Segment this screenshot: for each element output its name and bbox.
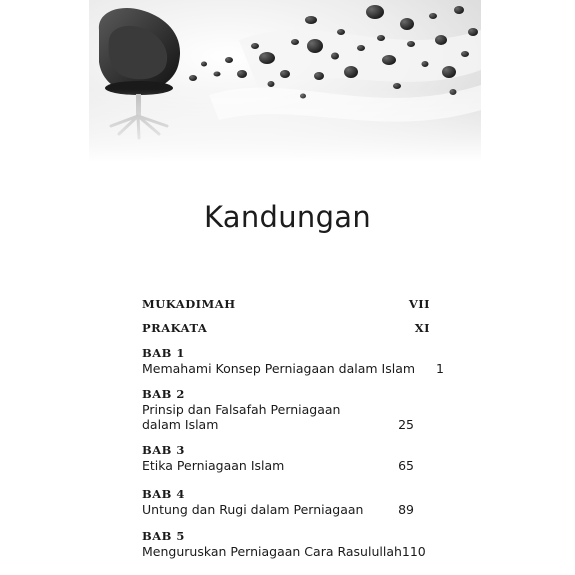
- chapter-title-line: Memahami Konsep Perniagaan dalam Islam: [142, 361, 416, 376]
- chapter-page: 89: [398, 502, 414, 517]
- chapter-title: [142, 458, 430, 473]
- chapter-label: BAB 4: [142, 487, 185, 501]
- toc-chapter-3: [142, 443, 430, 473]
- chapter-title: [142, 402, 430, 432]
- toc-entry-mukadimah: [142, 296, 430, 312]
- chapter-title-line: [142, 544, 430, 559]
- chapter-title-text: Menguruskan Perniagaan Cara Rasulullah: [142, 544, 402, 559]
- chapter-label: BAB 1: [142, 346, 185, 360]
- chapter-title-line: dalam Islam: [142, 417, 219, 432]
- chapter-page: 65: [398, 458, 414, 473]
- illustration-svg: [89, 0, 481, 162]
- table-of-contents: [142, 296, 442, 559]
- chair-petals-illustration: [89, 0, 481, 162]
- toc-entry-prakata: [142, 320, 430, 336]
- chapter-label: BAB 2: [142, 387, 185, 401]
- toc-chapter-5: [142, 529, 430, 559]
- chapter-title: [142, 544, 430, 559]
- chapter-title-line: Untung dan Rugi dalam Perniagaan: [142, 502, 364, 517]
- toc-chapter-2: [142, 387, 430, 432]
- chapter-page: 1: [436, 361, 444, 376]
- chapter-title-line: Prinsip dan Falsafah Perniagaan: [142, 402, 341, 417]
- chapter-title: [142, 361, 444, 376]
- chapter-page: 110: [401, 544, 426, 559]
- toc-entry-page: XI: [414, 321, 430, 335]
- chapter-title-line: Etika Perniagaan Islam: [142, 458, 285, 473]
- toc-entry-label: MUKADIMAH: [142, 297, 236, 311]
- chapter-label: BAB 5: [142, 529, 185, 543]
- toc-chapter-4: [142, 487, 430, 517]
- toc-entry-page: VII: [408, 297, 430, 311]
- toc-chapter-1: [142, 346, 444, 376]
- chapter-title: [142, 502, 430, 517]
- chapter-label: BAB 3: [142, 443, 185, 457]
- banner-fade: [89, 0, 481, 162]
- toc-entry-label: PRAKATA: [142, 321, 208, 335]
- page-title: Kandungan: [203, 200, 372, 234]
- chapter-page: 25: [398, 417, 414, 432]
